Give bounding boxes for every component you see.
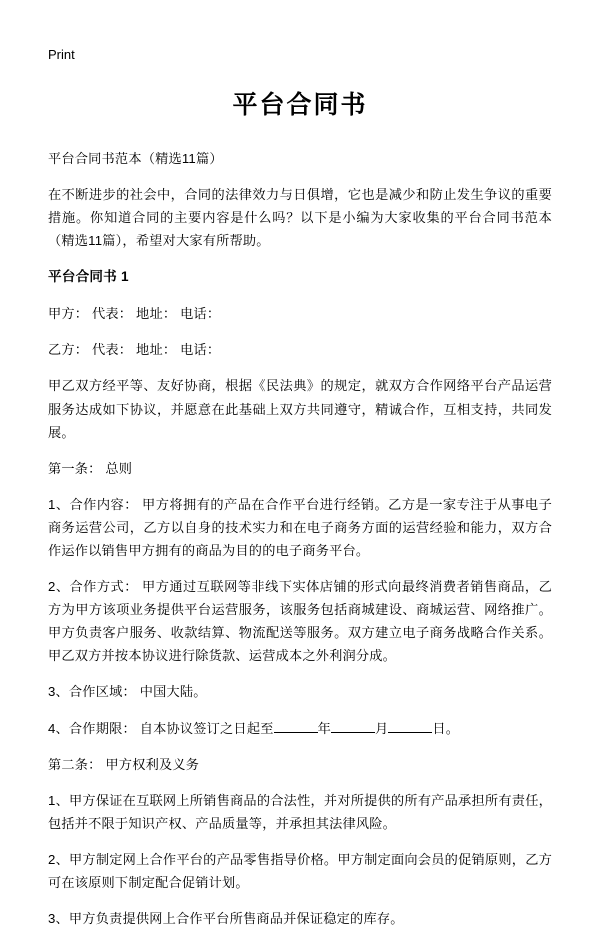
clause-1-4-mid1: 年 — [317, 720, 331, 736]
clause-1-4-prefix: 4、合作期限： 自本协议签订之日起至 — [48, 720, 274, 736]
article-2-heading: 第二条： 甲方权利及义务 — [48, 756, 200, 772]
clause-1-4 — [48, 717, 552, 740]
document-subtitle: 平台合同书范本（精选11篇） — [48, 151, 223, 167]
intro-paragraph: 在不断进步的社会中，合同的法律效力与日俱增，它也是减少和防止发生争议的重要措施。你知道合同的主要内容是什么吗？以下是小编为大家收集的平台合同书范本（精选11篇），希望对大家有所帮助。 — [48, 187, 552, 249]
fill-blank-year — [274, 732, 318, 733]
fill-blank-day — [388, 732, 432, 733]
clause-1-1: 1、合作内容： 甲方将拥有的产品在合作平台进行经销。乙方是一家专注于从事电子商务运营公司，乙方以自身的技术实力和在电子商务方面的运营经验和能力，双方合作运作以销售甲方拥有的商品为目的的电子商务平台。 — [48, 496, 552, 558]
page-title: 平台合同书 — [232, 90, 368, 119]
party-a-line: 甲方： 代表： 地址： 电话： — [48, 306, 221, 322]
heading-contract-1: 平台合同书 1 — [48, 269, 129, 285]
clause-1-2: 2、合作方式： 甲方通过互联网等非线下实体店铺的形式向最终消费者销售商品，乙方为甲方该项业务提供平台运营服务，该服务包括商城建设、商城运营、网络推广。甲方负责客户服务、收款结算、物流配送等服务。双方建立电子商务战略合作关系。甲乙双方并按本协议进行除货款、运营成本之外利润分成。 — [48, 579, 552, 664]
clause-2-2: 2、甲方制定网上合作平台的产品零售指导价格。甲方制定面向会员的促销原则，乙方可在该原则下制定配合促销计划。 — [48, 851, 552, 891]
clause-2-1: 1、甲方保证在互联网上所销售商品的合法性，并对所提供的所有产品承担所有责任，包括并不限于知识产权、产品质量等，并承担其法律风险。 — [48, 792, 552, 831]
print-button[interactable]: Print — [48, 47, 75, 62]
clause-2-3: 3、甲方负责提供网上合作平台所售商品并保证稳定的库存。 — [48, 911, 404, 927]
preamble-paragraph: 甲乙双方经平等、友好协商，根据《民法典》的规定，就双方合作网络平台产品运营服务达成如下协议，并愿意在此基础上双方共同遵守，精诚合作，互相支持，共同发展。 — [48, 378, 552, 440]
clause-1-3: 3、合作区域： 中国大陆。 — [48, 684, 207, 700]
clause-1-4-mid2: 月 — [375, 720, 389, 736]
fill-blank-month — [331, 732, 375, 733]
party-b-line: 乙方： 代表： 地址： 电话： — [48, 342, 221, 358]
clause-1-4-suffix: 日。 — [432, 720, 460, 736]
article-1-heading: 第一条： 总则 — [48, 460, 133, 476]
